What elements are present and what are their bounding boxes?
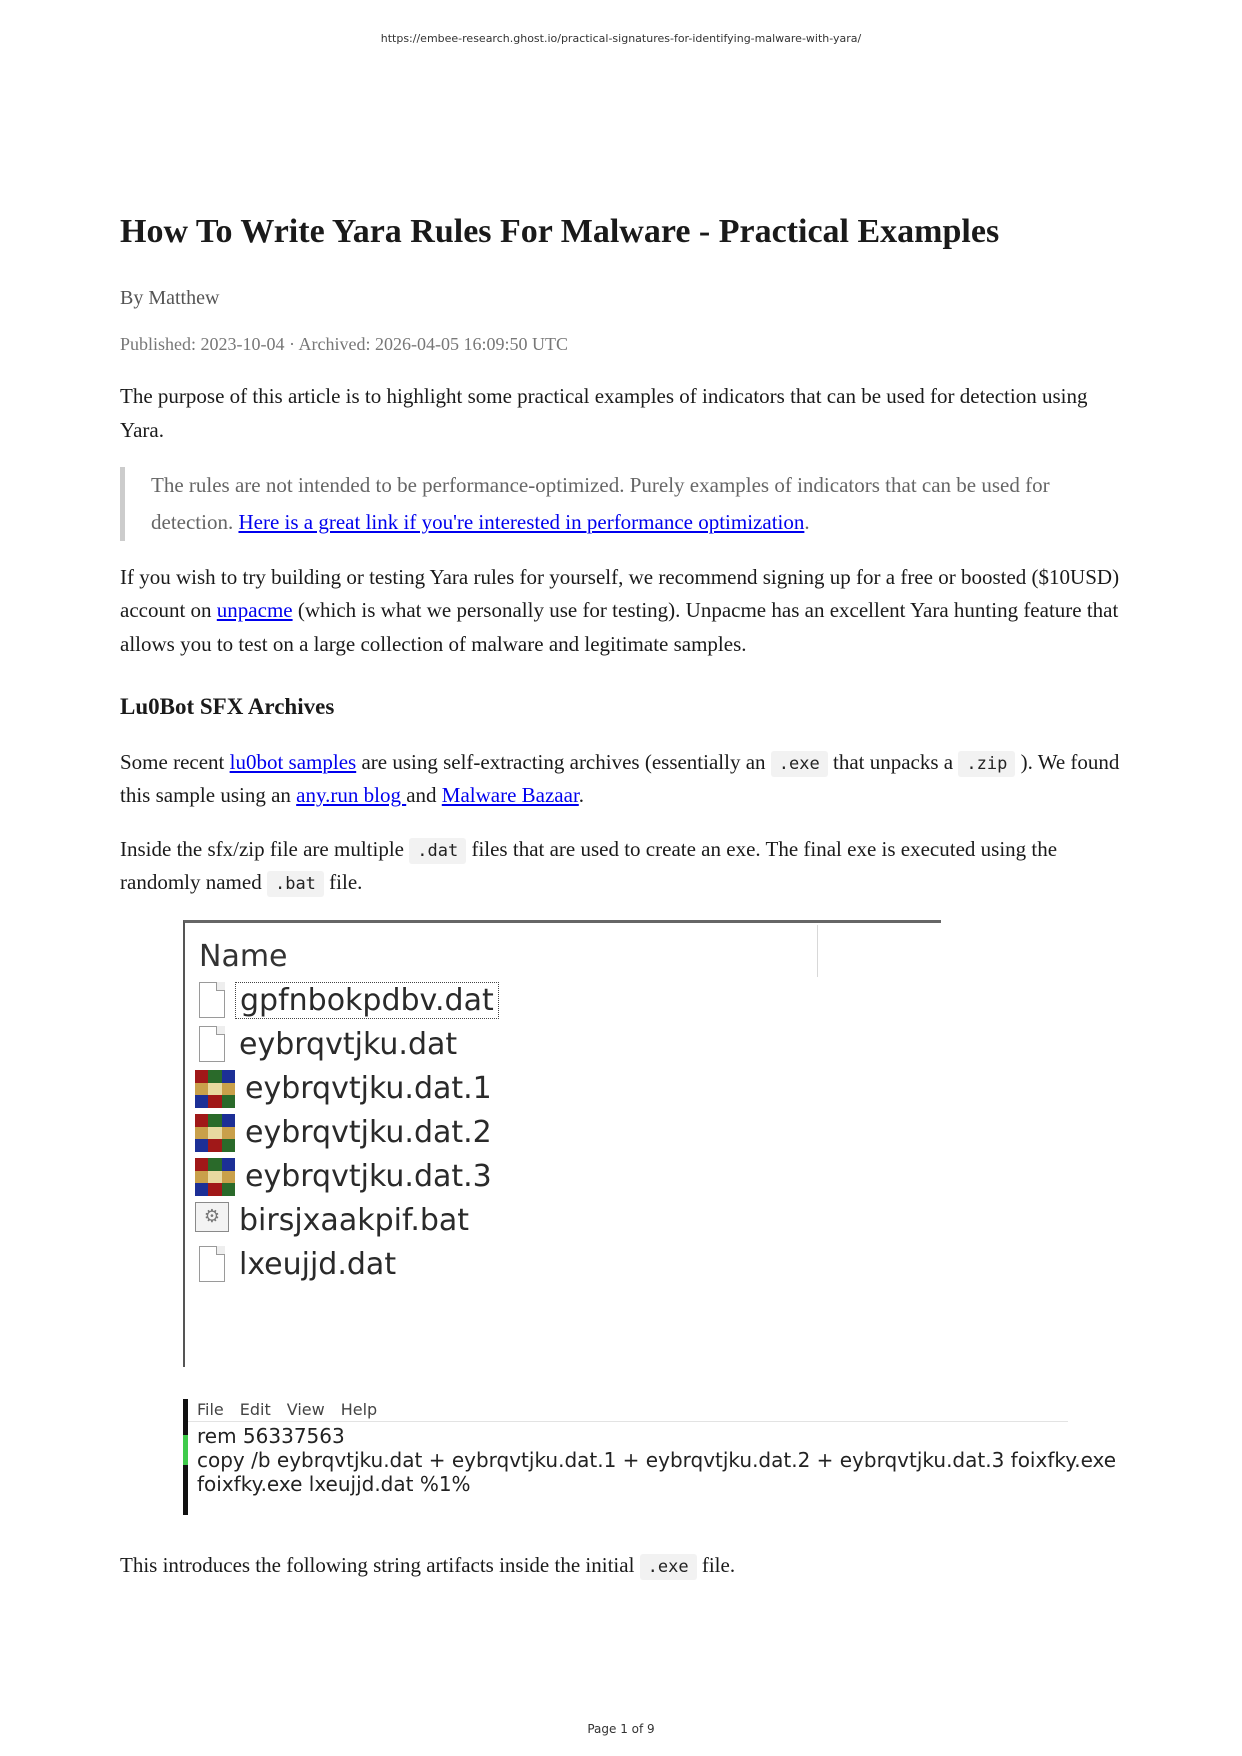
article-body <box>120 212 1120 1603</box>
file-explorer-screenshot <box>183 920 941 1367</box>
batch-file-icon: ⚙ <box>195 1202 229 1240</box>
file-row <box>195 1243 400 1287</box>
performance-note-quote <box>120 467 1120 541</box>
notepad-menu-bar <box>188 1399 1068 1422</box>
lu0bot-text-4: ). We found this sample using an <box>120 749 1120 808</box>
lu0bot-paragraph <box>120 746 1120 813</box>
document-icon <box>195 1246 229 1284</box>
article-byline: By Matthew <box>120 286 220 309</box>
file-name: lxeujjd.dat <box>239 1247 397 1283</box>
quote-tail: . <box>804 510 810 535</box>
menu-file: File <box>197 1399 224 1419</box>
lu0bot-text-6: . <box>578 783 585 808</box>
file-name: eybrqvtjku.dat <box>239 1027 458 1063</box>
batch-line: rem 56337563 <box>197 1423 345 1448</box>
code-zip: .zip <box>958 751 1015 777</box>
file-name: birsjxaakpif.bat <box>239 1203 470 1239</box>
unpacme-text-before: If you wish to try building or testing Yara rules for yourself, we recommend signing up for a free or boosted ($10USD) account on <box>120 564 1120 623</box>
performance-optimization-link[interactable]: Here is a great link if you're interested in performance optimization <box>238 510 805 535</box>
file-row <box>195 1111 496 1155</box>
lu0bot-text-2: are using self-extracting archives (essentially an <box>356 749 771 774</box>
code-dat: .dat <box>409 838 466 864</box>
article-title: How To Write Yara Rules For Malware - Practical Examples <box>120 213 1000 250</box>
file-row <box>195 1023 461 1067</box>
winrar-archive-icon <box>195 1158 235 1196</box>
file-row <box>195 1199 473 1243</box>
winrar-archive-icon <box>195 1114 235 1152</box>
lu0bot-text-1: Some recent <box>120 749 230 774</box>
file-row <box>195 1067 496 1111</box>
file-row <box>195 979 499 1023</box>
document-icon <box>195 1026 229 1064</box>
section-title-lu0bot: Lu0Bot SFX Archives <box>120 693 335 719</box>
malware-bazaar-link[interactable]: Malware Bazaar <box>441 783 579 808</box>
artifacts-text-2: file. <box>696 1552 736 1577</box>
file-name: eybrqvtjku.dat.3 <box>245 1159 492 1195</box>
page-url-header: https://embee-research.ghost.io/practical-signatures-for-identifying-malware-with-yara/ <box>380 32 862 45</box>
intro-paragraph: The purpose of this article is to highlight some practical examples of indicators that can be used for detection using Yara. <box>120 384 1088 442</box>
sfx-text-3: file. <box>323 870 363 895</box>
menu-help: Help <box>340 1399 378 1419</box>
document-icon <box>195 982 229 1020</box>
code-exe-2: .exe <box>640 1554 697 1580</box>
batch-line: foixfky.exe lxeujjd.dat %1% <box>197 1471 471 1496</box>
file-name: eybrqvtjku.dat.2 <box>245 1115 492 1151</box>
notepad-screenshot <box>183 1399 1117 1515</box>
window-accent <box>183 1435 188 1465</box>
unpacme-link[interactable]: unpacme <box>216 598 293 623</box>
menu-view: View <box>286 1399 325 1419</box>
winrar-archive-icon <box>195 1070 235 1108</box>
column-separator <box>817 925 818 977</box>
artifacts-text-1: This introduces the following string artifacts inside the initial <box>120 1552 640 1577</box>
sfx-text-2: files that are used to create an exe. The final exe is executed using the randomly named <box>120 836 1058 895</box>
unpacme-text-after: (which is what we personally use for testing). Unpacme has an excellent Yara hunting feature that allows you to test on a large collection of malware and legitimate samples. <box>120 598 1119 657</box>
name-column-header: Name <box>199 938 288 974</box>
unpacme-paragraph <box>120 561 1120 662</box>
page-number-footer: Page 1 of 9 <box>587 1722 655 1736</box>
file-row <box>195 1155 496 1199</box>
sfx-paragraph <box>120 833 1120 900</box>
file-name: eybrqvtjku.dat.1 <box>245 1071 492 1107</box>
lu0bot-text-3: that unpacks a <box>827 749 959 774</box>
menu-edit: Edit <box>239 1399 271 1419</box>
notepad-text <box>188 1422 1117 1496</box>
batch-line: copy /b eybrqvtjku.dat + eybrqvtjku.dat.1 + eybrqvtjku.dat.2 + eybrqvtjku.dat.3 foixfky.exe <box>197 1447 1117 1472</box>
artifacts-paragraph <box>120 1549 1120 1583</box>
sfx-text-1: Inside the sfx/zip file are multiple <box>120 836 410 861</box>
lu0bot-text-5: and <box>406 783 442 808</box>
lu0bot-samples-link[interactable]: lu0bot samples <box>229 749 357 774</box>
code-exe: .exe <box>771 751 828 777</box>
article-meta: Published: 2023-10-04 · Archived: 2026-04-05 16:09:50 UTC <box>120 333 568 354</box>
file-name: gpfnbokpdbv.dat <box>235 982 499 1019</box>
code-bat: .bat <box>267 871 324 897</box>
anyrun-blog-link[interactable]: any.run blog <box>296 783 407 808</box>
quote-text: The rules are not intended to be performance-optimized. Purely examples of indicators that can be used for detection. <box>151 473 1050 535</box>
